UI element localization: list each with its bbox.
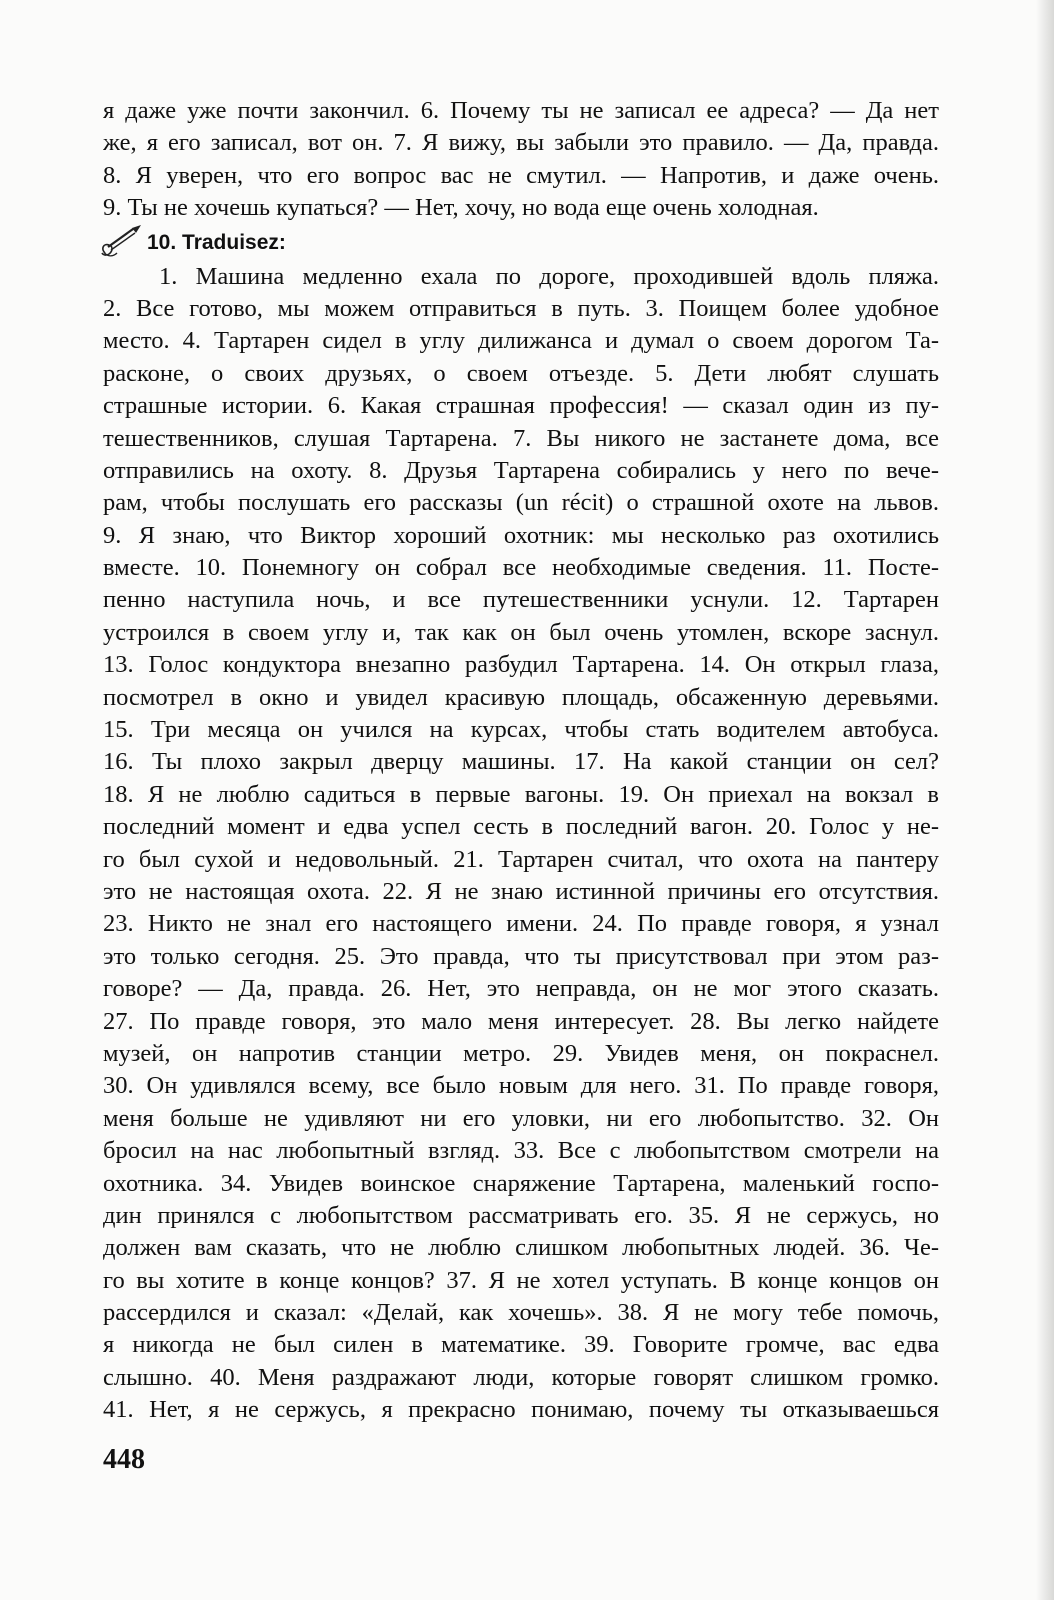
exercise-heading: 10. Traduisez: — [147, 230, 286, 254]
text-line: охотника. 34. Увидев воинское снаряжение Тартарена, маленький госпо- — [103, 1169, 939, 1197]
text-line: дин принялся с любопытством рассматривать его. 35. Я не сержусь, но — [103, 1201, 939, 1229]
text-line: 9. Ты не хочешь купаться? — Нет, хочу, но вода еще очень холодная. — [103, 194, 819, 222]
pen-hand-icon — [99, 223, 145, 263]
text-line: я никогда не был силен в математике. 39. Говорите громче, вас едва — [103, 1331, 939, 1359]
text-line: посмотрел в окно и увидел красивую площадь, обсаженную деревьями. — [103, 683, 939, 711]
text-line: 30. Он удивлялся всему, все было новым для него. 31. По правде говоря, — [103, 1072, 939, 1100]
text-line: должен вам сказать, что не люблю слишком любопытных людей. 36. Че- — [103, 1234, 939, 1262]
text-line: 41. Нет, я не сержусь, я прекрасно понимаю, почему ты отказываешься — [103, 1396, 939, 1424]
text-line: 8. Я уверен, что его вопрос вас не смутил. — Напротив, и даже очень. — [103, 161, 939, 189]
text-line: вместе. 10. Понемногу он собрал все необходимые сведения. 11. Посте- — [103, 554, 939, 582]
text-line: я даже уже почти закончил. 6. Почему ты не записал ее адреса? — Да нет — [103, 97, 939, 124]
text-line: музей, он напротив станции метро. 29. Увидев меня, он покраснел. — [103, 1039, 939, 1067]
text-line: рассердился и сказал: «Делай, как хочешь». 38. Я не могу тебе помочь, — [103, 1299, 939, 1327]
text-line: 27. По правде говоря, это мало меня интересует. 28. Вы легко найдете — [103, 1007, 939, 1035]
text-line: 16. Ты плохо закрыл дверцу машины. 17. На какой станции он сел? — [103, 748, 939, 776]
text-line: 13. Голос кондуктора внезапно разбудил Тартарена. 14. Он открыл глаза, — [103, 651, 939, 679]
text-line: 9. Я знаю, что Виктор хороший охотник: мы несколько раз охотились — [103, 521, 939, 549]
exercise-heading-row — [103, 227, 939, 261]
text-line: го был сухой и недовольный. 21. Тартарен считал, что охота на пантеру — [103, 845, 939, 873]
text-line: тешественников, слушая Тартарена. 7. Вы никого не застанете дома, все — [103, 424, 939, 452]
text-line: 2. Все готово, мы можем отправиться в путь. 3. Поищем более удобное — [103, 294, 939, 322]
text-line: 23. Никто не знал его настоящего имени. 24. По правде говоря, я узнал — [103, 910, 939, 938]
text-line: устроился в своем углу и, так как он был очень утомлен, вскоре заснул. — [103, 618, 939, 646]
page-number: 448 — [103, 1444, 145, 1475]
text-line: меня больше не удивляют ни его уловки, ни его любопытство. 32. Он — [103, 1104, 939, 1132]
text-line: го вы хотите в конце концов? 37. Я не хотел уступать. В конце концов он — [103, 1266, 939, 1294]
page-edge-shadow — [1036, 0, 1054, 1600]
text-line: бросил на нас любопытный взгляд. 33. Все с любопытством смотрели на — [103, 1137, 939, 1165]
exercise-paragraph — [103, 261, 939, 1427]
text-line: рам, чтобы послушать его рассказы (un récit) о страшной охоте на львов. — [103, 489, 939, 517]
text-line: последний момент и едва успел сесть в последний вагон. 20. Голос у не- — [103, 813, 939, 841]
text-line: слышно. 40. Меня раздражают люди, которые говорят слишком громко. — [103, 1363, 939, 1391]
text-block — [103, 95, 939, 1427]
text-line: это только сегодня. 25. Это правда, что ты присутствовал при этом раз- — [103, 942, 939, 970]
text-line: место. 4. Тартарен сидел в углу дилижанса и думал о своем дорогом Та- — [103, 327, 939, 355]
text-line: это не настоящая охота. 22. Я не знаю истинной причины его отсутствия. — [103, 877, 939, 905]
text-line: же, я его записал, вот он. 7. Я вижу, вы забыли это правило. — Да, правда. — [103, 129, 939, 157]
text-line: пенно наступила ночь, и все путешественники уснули. 12. Тартарен — [103, 586, 939, 614]
text-line: 18. Я не люблю садиться в первые вагоны. 19. Он приехал на вокзал в — [103, 780, 939, 808]
text-line: говоре? — Да, правда. 26. Нет, это неправда, он не мог этого сказать. — [103, 975, 939, 1003]
text-line: 15. Три месяца он учился на курсах, чтобы стать водителем автобуса. — [103, 716, 939, 744]
text-line: отправились на охоту. 8. Друзья Тартарена собирались у него по вече- — [103, 456, 939, 484]
text-line: расконе, о своих друзьях, о своем отъезде. 5. Дети любят слушать — [103, 359, 939, 387]
top-paragraph — [103, 95, 939, 225]
text-line: 1. Машина медленно ехала по дороге, проходившей вдоль пляжа. — [159, 262, 939, 290]
text-line: страшные истории. 6. Какая страшная профессия! — сказал один из пу- — [103, 392, 939, 420]
